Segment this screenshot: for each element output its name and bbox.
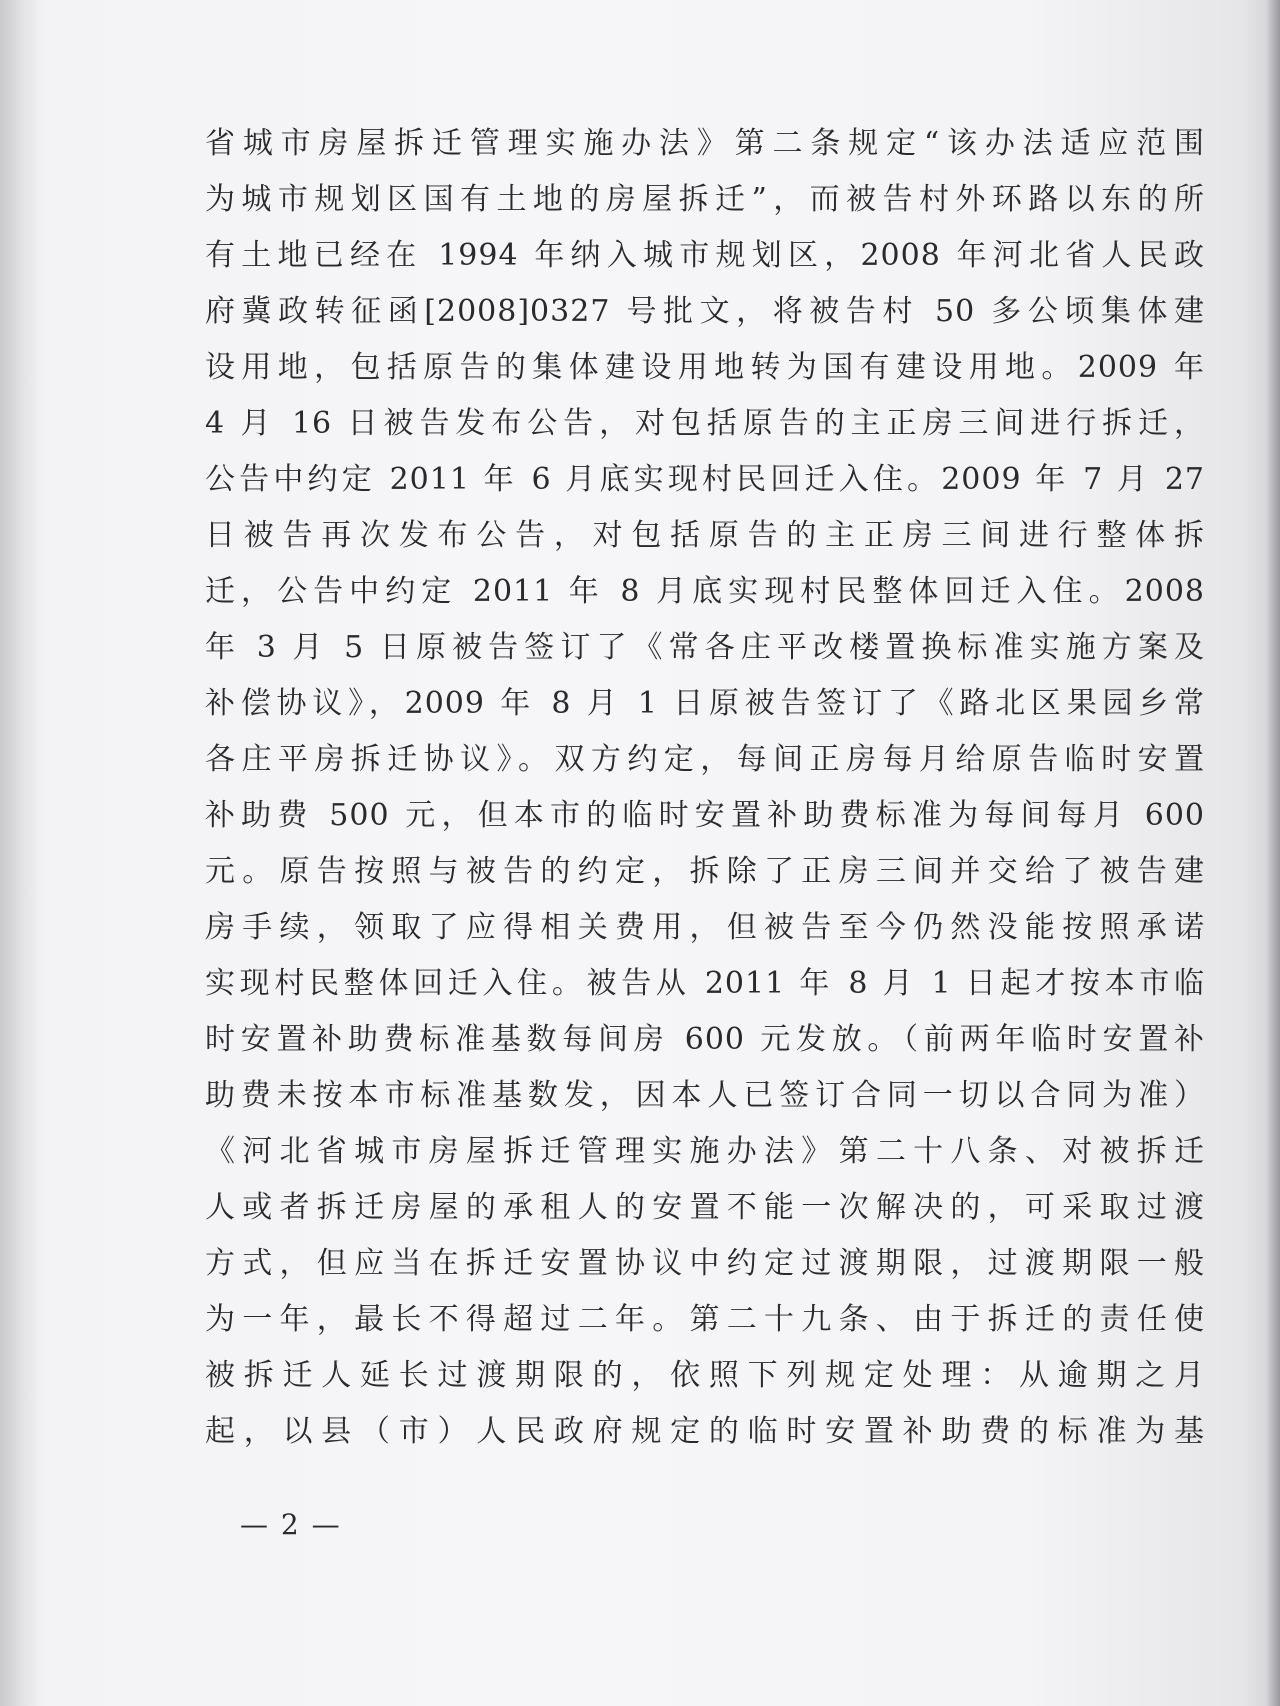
- text-line: 《河北省城市房屋拆迁管理实施办法》第二十八条、对被拆迁: [205, 1134, 1205, 1169]
- text-line: 府冀政转征函[2008]0327 号批文，将被告村 50 多公顷集体建: [205, 294, 1205, 329]
- page-shadow-right: [1266, 0, 1280, 1706]
- text-line: 助费未按本市标准基数发，因本人已签订合同一切以合同为准）: [205, 1078, 1205, 1113]
- text-line: 公告中约定 2011 年 6 月底实现村民回迁入住。2009 年 7 月 27: [205, 462, 1205, 497]
- text-line: 4 月 16 日被告发布公告，对包括原告的主正房三间进行拆迁，: [205, 406, 1205, 441]
- text-line: 设用地，包括原告的集体建设用地转为国有建设用地。2009 年: [205, 350, 1205, 385]
- text-line: 实现村民整体回迁入住。被告从 2011 年 8 月 1 日起才按本市临: [205, 966, 1205, 1001]
- text-line: 被拆迁人延长过渡期限的，依照下列规定处理：从逾期之月: [205, 1358, 1205, 1393]
- page-shadow-left: [0, 0, 40, 1706]
- text-line: 为一年，最长不得超过二年。第二十九条、由于拆迁的责任使: [205, 1302, 1205, 1337]
- text-line: 人或者拆迁房屋的承租人的安置不能一次解决的，可采取过渡: [205, 1190, 1205, 1225]
- page-number: — 2 —: [240, 1508, 342, 1541]
- text-line: 方式，但应当在拆迁安置协议中约定过渡期限，过渡期限一般: [205, 1246, 1205, 1281]
- text-line: 补偿协议》，2009 年 8 月 1 日原被告签订了《路北区果园乡常: [205, 686, 1205, 721]
- text-line: 省城市房屋拆迁管理实施办法》第二条规定“该办法适应范围: [205, 126, 1205, 161]
- text-line: 时安置补助费标准基数每间房 600 元发放。（前两年临时安置补: [205, 1022, 1205, 1057]
- document-body: [205, 116, 1205, 1460]
- text-line: 房手续，领取了应得相关费用，但被告至今仍然没能按照承诺: [205, 910, 1205, 945]
- text-line: 元。原告按照与被告的约定，拆除了正房三间并交给了被告建: [205, 854, 1205, 889]
- text-line: 有土地已经在 1994 年纳入城市规划区，2008 年河北省人民政: [205, 238, 1205, 273]
- text-line: 补助费 500 元，但本市的临时安置补助费标准为每间每月 600: [205, 798, 1205, 833]
- text-line: 日被告再次发布公告，对包括原告的主正房三间进行整体拆: [205, 518, 1205, 553]
- text-line: 为城市规划区国有土地的房屋拆迁”，而被告村外环路以东的所: [205, 182, 1205, 217]
- text-line: 起，以县（市）人民政府规定的临时安置补助费的标准为基: [205, 1414, 1205, 1449]
- text-line: 各庄平房拆迁协议》。双方约定，每间正房每月给原告临时安置: [205, 742, 1205, 777]
- text-line: 迁，公告中约定 2011 年 8 月底实现村民整体回迁入住。2008: [205, 574, 1205, 609]
- text-line: 年 3 月 5 日原被告签订了《常各庄平改楼置换标准实施方案及: [205, 630, 1205, 665]
